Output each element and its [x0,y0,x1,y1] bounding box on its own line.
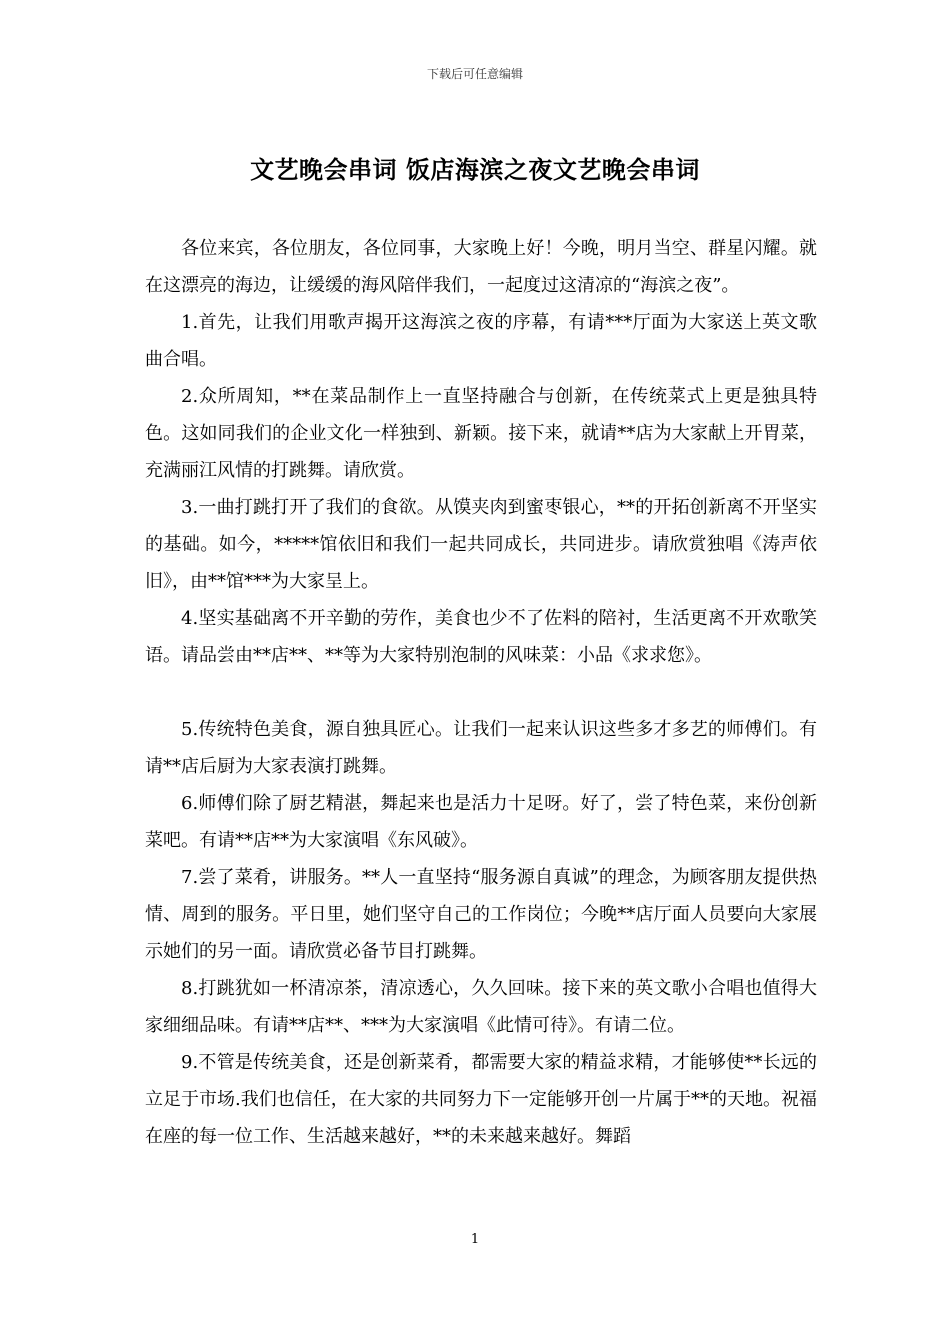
page-number: 1 [470,1232,480,1247]
paragraph-item-4: 4.坚实基础离不开辛勤的劳作，美食也少不了佐料的陪衬，生活更离不开欢歌笑语。请品尝由**店**、**等为大家特别泡制的风味菜：小品《求求您》。 [145,608,817,666]
paragraph-item-6: 6.师傅们除了厨艺精湛，舞起来也是活力十足呀。好了，尝了特色菜，来份创新菜吧。有请**店**为大家演唱《东风破》。 [145,793,817,851]
document-title: 文艺晚会串词 饭店海滨之夜文艺晚会串词 [250,155,700,184]
paragraph-item-1: 1.首先，让我们用歌声揭开这海滨之夜的序幕，有请***厅面为大家送上英文歌曲合唱。 [145,312,817,370]
paragraph-item-5: 5.传统特色美食，源自独具匠心。让我们一起来认识这些多才多艺的师傅们。有请**店后厨为大家表演打跳舞。 [145,719,817,777]
blank-line [145,674,817,711]
paragraph-item-2: 2.众所周知，**在菜品制作上一直坚持融合与创新，在传统菜式上更是独具特色。这如同我们的企业文化一样独到、新颖。接下来，就请**店为大家献上开胃菜，充满丽江风情的打跳舞。请欣赏。 [145,386,817,481]
document-body [145,230,817,1155]
paragraph-item-7: 7.尝了菜肴，讲服务。**人一直坚持“服务源自真诚”的理念，为顾客朋友提供热情、周到的服务。平日里，她们坚守自己的工作岗位；今晚**店厅面人员要向大家展示她们的另一面。请欣赏必备节目打跳舞。 [145,867,817,962]
paragraph-intro: 各位来宾，各位朋友，各位同事，大家晚上好！今晚，明月当空、群星闪耀。就在这漂亮的海边，让缓缓的海风陪伴我们，一起度过这清凉的“海滨之夜”。 [145,238,817,296]
header-note: 下载后可任意编辑 [426,67,523,81]
paragraph-item-9: 9.不管是传统美食，还是创新菜肴，都需要大家的精益求精，才能够使**长远的立足于市场.我们也信任，在大家的共同努力下一定能够开创一片属于**的天地。祝福在座的每一位工作、生活越来越好，**的未来越来越好。舞蹈 [145,1052,817,1147]
paragraph-item-8: 8.打跳犹如一杯清凉茶，清凉透心，久久回味。接下来的英文歌小合唱也值得大家细细品味。有请**店**、***为大家演唱《此情可待》。有请二位。 [145,978,817,1036]
paragraph-item-3: 3.一曲打跳打开了我们的食欲。从馍夹肉到蜜枣银心，**的开拓创新离不开坚实的基础。如今，*****馆依旧和我们一起共同成长，共同进步。请欣赏独唱《涛声依旧》，由**馆***为大家呈上。 [145,497,817,592]
